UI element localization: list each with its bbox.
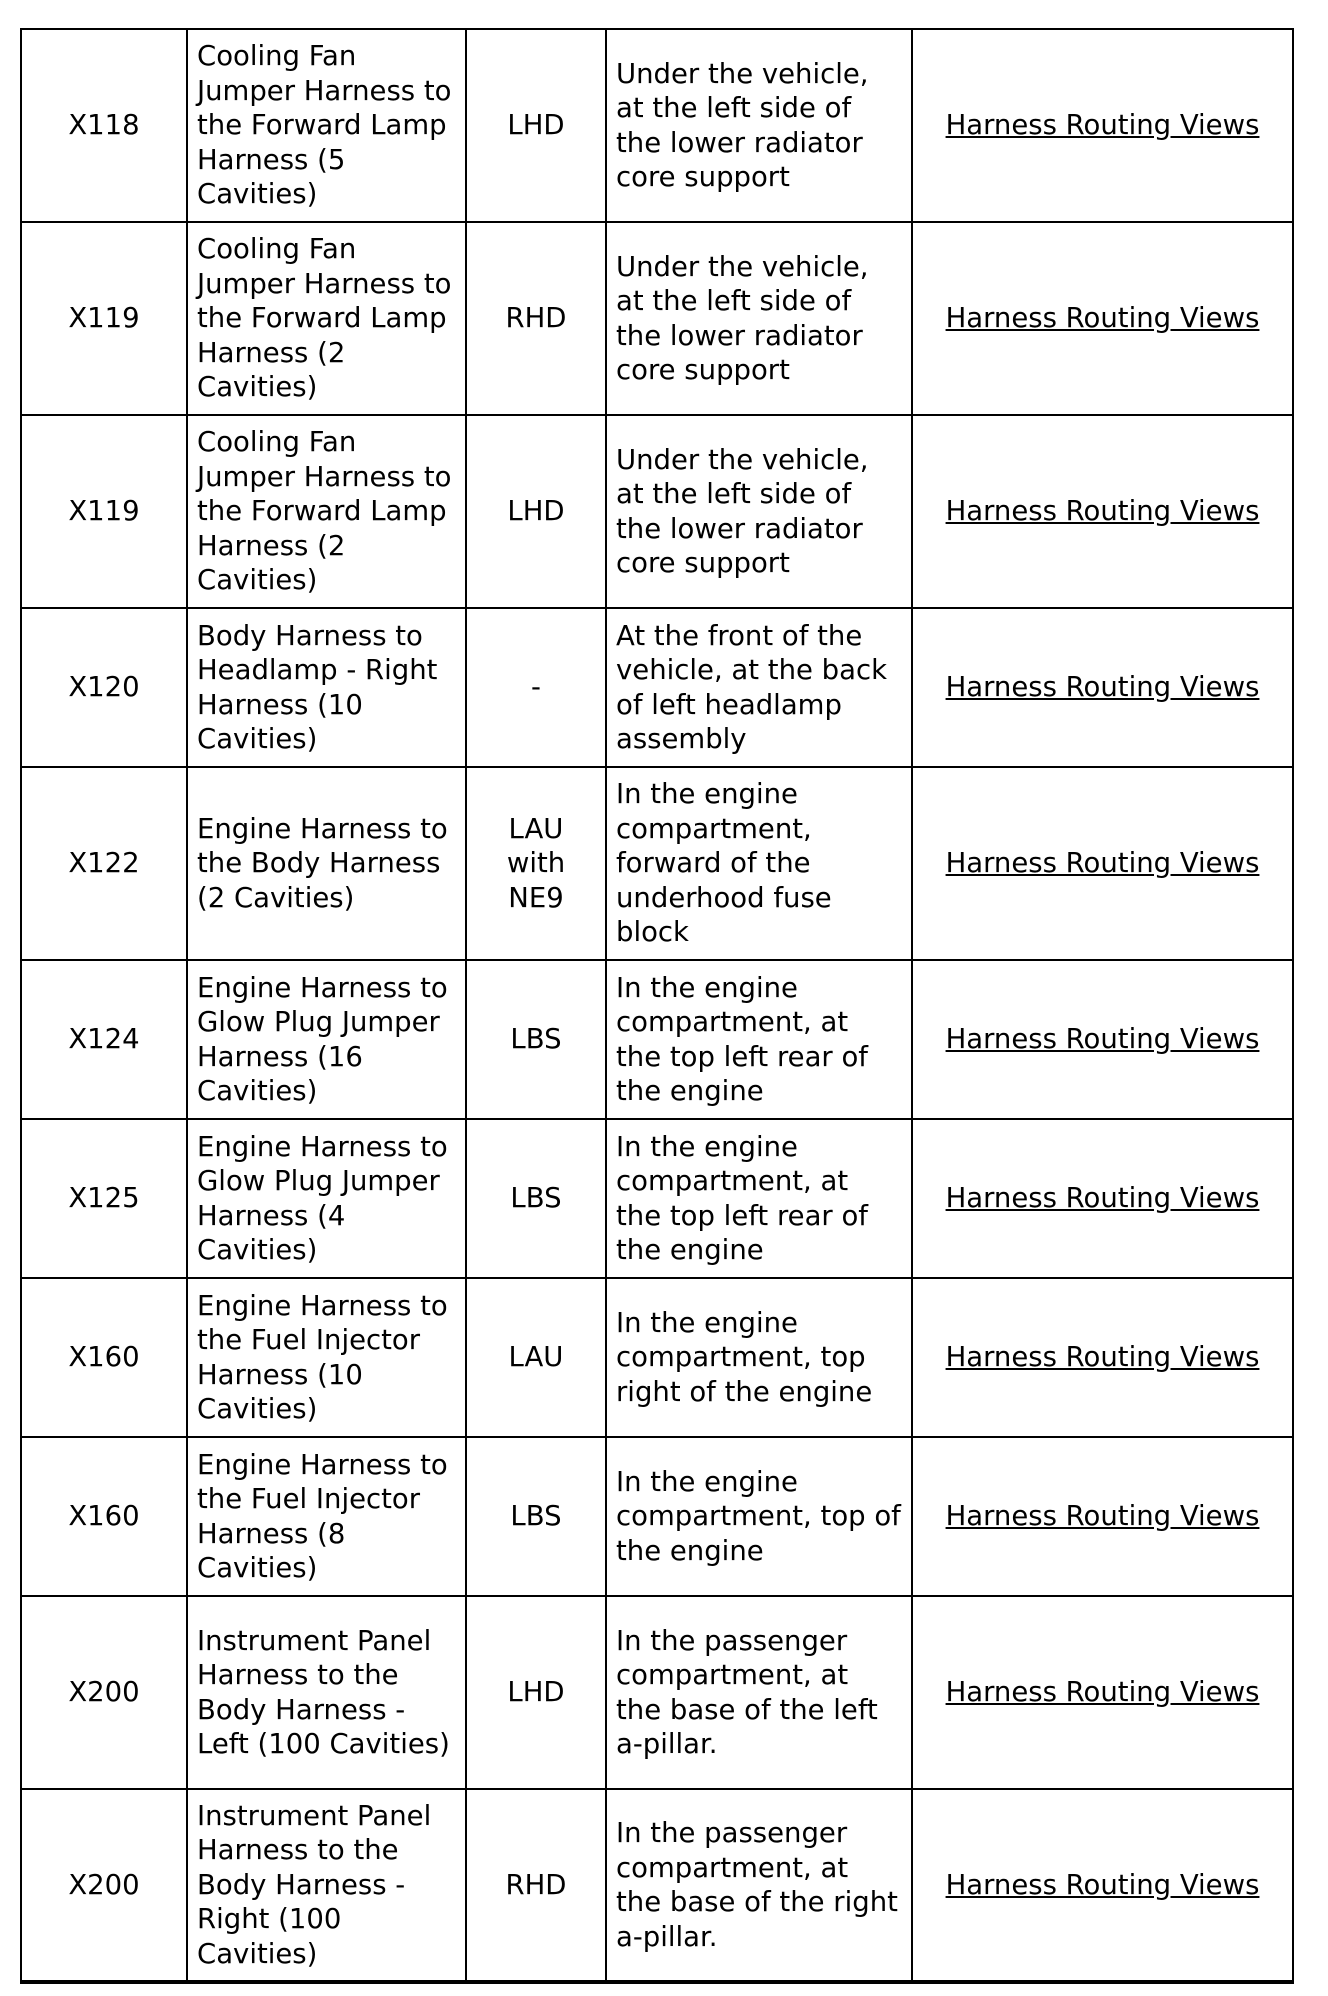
option-cell: LBS [466,1119,606,1278]
description-cell: Engine Harness to the Fuel Injector Harness (8 Cavities) [187,1437,466,1596]
description-cell: Engine Harness to the Fuel Injector Harness (10 Cavities) [187,1278,466,1437]
description-cell: Engine Harness to Glow Plug Jumper Harness (16 Cavities) [187,960,466,1119]
link-cell [912,960,1293,1119]
link-cell [912,222,1293,415]
harness-routing-views-link[interactable]: Harness Routing Views [945,847,1260,880]
harness-routing-views-link[interactable]: Harness Routing Views [945,1500,1260,1533]
link-cell [912,415,1293,608]
connector-id-cell: X119 [21,222,187,415]
table-row [21,1278,1293,1437]
location-cell: In the engine compartment, at the top left rear of the engine [606,960,912,1119]
table-row [21,1789,1293,1982]
harness-routing-views-link[interactable]: Harness Routing Views [945,671,1260,704]
description-cell: Engine Harness to Glow Plug Jumper Harness (4 Cavities) [187,1119,466,1278]
connector-id-cell: X119 [21,415,187,608]
description-cell: Body Harness to Headlamp - Right Harness (10 Cavities) [187,608,466,767]
location-cell: Under the vehicle, at the left side of the lower radiator core support [606,29,912,222]
harness-routing-views-link[interactable]: Harness Routing Views [945,495,1260,528]
option-cell: LHD [466,415,606,608]
harness-routing-views-link[interactable]: Harness Routing Views [945,1182,1260,1215]
location-cell: Under the vehicle, at the left side of the lower radiator core support [606,222,912,415]
option-cell: LHD [466,1596,606,1789]
link-cell [912,1278,1293,1437]
option-cell: LBS [466,1437,606,1596]
location-cell: Under the vehicle, at the left side of the lower radiator core support [606,415,912,608]
table-row [21,960,1293,1119]
table-row [21,415,1293,608]
option-cell: - [466,608,606,767]
connector-id-cell: X200 [21,1596,187,1789]
connector-id-cell: X122 [21,767,187,960]
description-cell: Cooling Fan Jumper Harness to the Forward Lamp Harness (2 Cavities) [187,415,466,608]
location-cell: In the passenger compartment, at the base of the left a-pillar. [606,1596,912,1789]
connector-id-cell: X124 [21,960,187,1119]
link-cell [912,1596,1293,1789]
connector-id-cell: X118 [21,29,187,222]
table-row [21,222,1293,415]
description-cell: Cooling Fan Jumper Harness to the Forward Lamp Harness (5 Cavities) [187,29,466,222]
option-cell: RHD [466,222,606,415]
location-cell: In the engine compartment, top of the engine [606,1437,912,1596]
harness-routing-views-link[interactable]: Harness Routing Views [945,1868,1260,1901]
link-cell [912,1789,1293,1982]
option-cell: LBS [466,960,606,1119]
description-cell: Cooling Fan Jumper Harness to the Forward Lamp Harness (2 Cavities) [187,222,466,415]
harness-routing-views-link[interactable]: Harness Routing Views [945,1341,1260,1374]
option-cell: LAU [466,1278,606,1437]
link-cell [912,767,1293,960]
description-cell: Instrument Panel Harness to the Body Harness - Right (100 Cavities) [187,1789,466,1982]
location-cell: In the passenger compartment, at the base of the right a-pillar. [606,1789,912,1982]
link-cell [912,29,1293,222]
connector-id-cell: X160 [21,1437,187,1596]
table-row [21,1119,1293,1278]
location-cell: In the engine compartment, forward of the underhood fuse block [606,767,912,960]
harness-routing-views-link[interactable]: Harness Routing Views [945,1023,1260,1056]
link-cell [912,1437,1293,1596]
option-cell: LHD [466,29,606,222]
table-row [21,29,1293,222]
description-cell: Instrument Panel Harness to the Body Harness - Left (100 Cavities) [187,1596,466,1789]
location-cell: At the front of the vehicle, at the back of left headlamp assembly [606,608,912,767]
link-cell [912,1119,1293,1278]
table-row [21,767,1293,960]
harness-routing-views-link[interactable]: Harness Routing Views [945,302,1260,335]
connector-table [20,28,1294,1984]
table-row [21,608,1293,767]
option-cell: RHD [466,1789,606,1982]
option-cell: LAU with NE9 [466,767,606,960]
connector-id-cell: X120 [21,608,187,767]
connector-id-cell: X160 [21,1278,187,1437]
link-cell [912,608,1293,767]
table-row [21,1596,1293,1789]
location-cell: In the engine compartment, top right of the engine [606,1278,912,1437]
location-cell: In the engine compartment, at the top left rear of the engine [606,1119,912,1278]
harness-routing-views-link[interactable]: Harness Routing Views [945,1676,1260,1709]
connector-id-cell: X125 [21,1119,187,1278]
harness-routing-views-link[interactable]: Harness Routing Views [945,109,1260,142]
description-cell: Engine Harness to the Body Harness (2 Cavities) [187,767,466,960]
connector-id-cell: X200 [21,1789,187,1982]
table-row [21,1437,1293,1596]
